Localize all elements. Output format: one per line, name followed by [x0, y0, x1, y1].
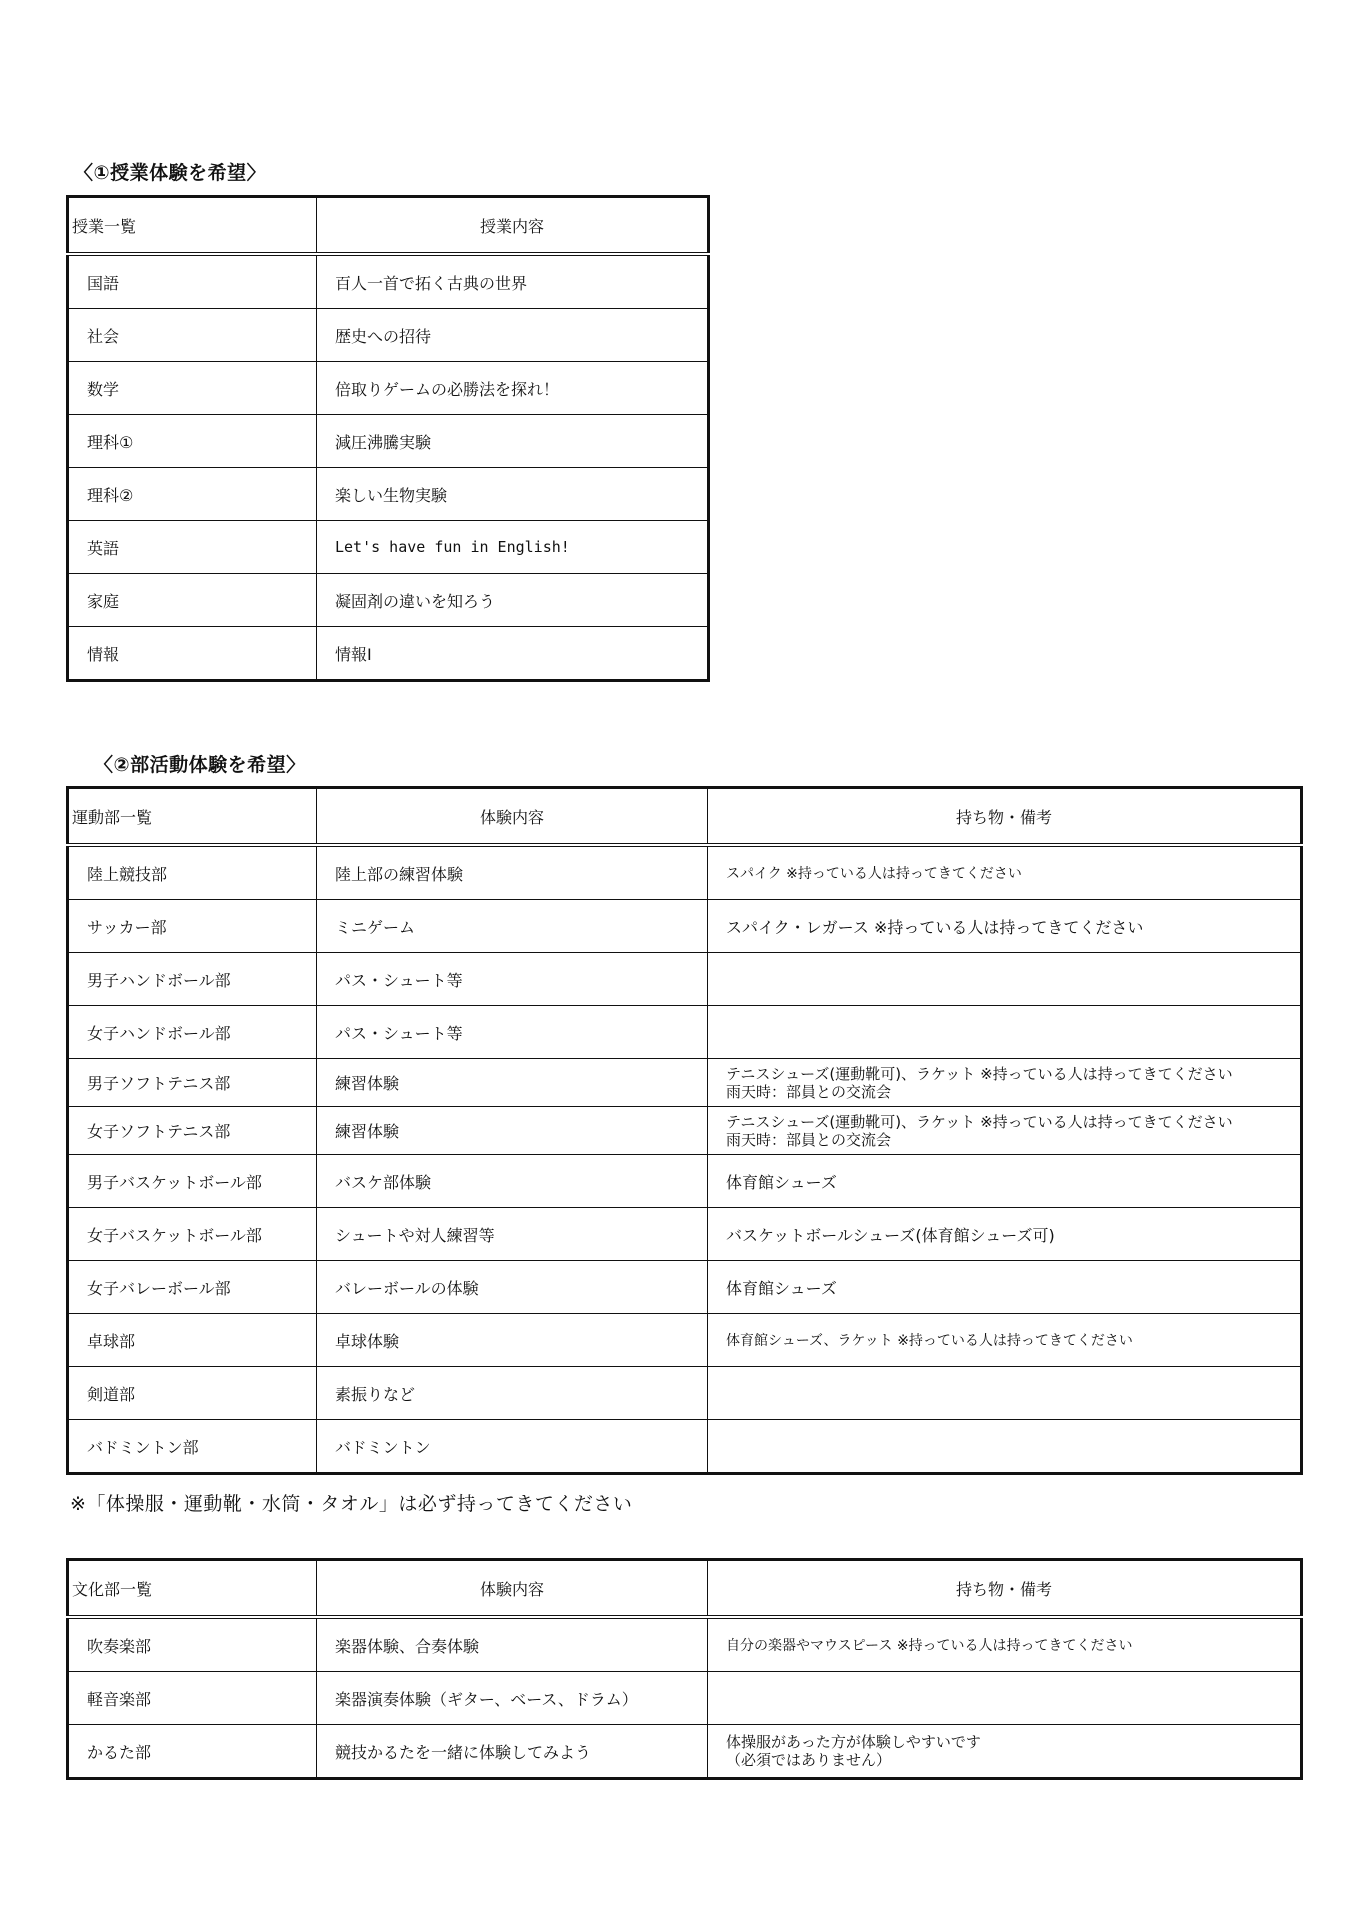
- notes-cell: [708, 1107, 1302, 1155]
- notes-cell: 体育館シューズ: [708, 1261, 1302, 1314]
- table-row: [68, 362, 709, 415]
- table-row: [68, 415, 709, 468]
- subject-cell: 情報: [68, 627, 317, 681]
- notes-cell: スパイク・レガース ※持っている人は持ってきてください: [708, 900, 1302, 953]
- notes-cell: 体育館シューズ: [708, 1155, 1302, 1208]
- club-cell: バドミントン部: [68, 1420, 317, 1474]
- content-cell: Let's have fun in English!: [317, 521, 709, 574]
- culture-club-table: [66, 1558, 1303, 1780]
- activity-cell: バレーボールの体験: [317, 1261, 708, 1314]
- section2-title: 〈②部活動体験を希望〉: [94, 754, 306, 776]
- notes-line: 雨天時：部員との交流会: [726, 1130, 892, 1149]
- table-row: [68, 468, 709, 521]
- notes-cell: [708, 1672, 1302, 1725]
- club-cell: 吹奏楽部: [68, 1617, 317, 1672]
- content-cell: 楽しい生物実験: [317, 468, 709, 521]
- activity-cell: 卓球体験: [317, 1314, 708, 1367]
- activity-cell: 練習体験: [317, 1107, 708, 1155]
- notes-cell: バスケットボールシューズ(体育館シューズ可): [708, 1208, 1302, 1261]
- table-row: [68, 1367, 1302, 1420]
- activity-cell: 素振りなど: [317, 1367, 708, 1420]
- club-cell: 女子ソフトテニス部: [68, 1107, 317, 1155]
- header-cell: 文化部一覧: [68, 1560, 317, 1618]
- notes-cell: [708, 1059, 1302, 1107]
- notes-line: テニスシューズ(運動靴可)、ラケット ※持っている人は持ってきてください: [726, 1064, 1233, 1083]
- subject-cell: 数学: [68, 362, 317, 415]
- activity-cell: 楽器体験、合奏体験: [317, 1617, 708, 1672]
- notes-cell: [708, 953, 1302, 1006]
- club-cell: 女子ハンドボール部: [68, 1006, 317, 1059]
- activity-cell: 練習体験: [317, 1059, 708, 1107]
- section1-title: 〈①授業体験を希望〉: [74, 162, 267, 184]
- table-row: [68, 1420, 1302, 1474]
- notes-cell: [708, 1367, 1302, 1420]
- table-row: [68, 254, 709, 309]
- table-row: [68, 1261, 1302, 1314]
- activity-cell: 楽器演奏体験（ギター、ベース、ドラム）: [317, 1672, 708, 1725]
- subject-cell: 理科①: [68, 415, 317, 468]
- table-row: [68, 1725, 1302, 1779]
- table-row: [68, 574, 709, 627]
- club-cell: 男子バスケットボール部: [68, 1155, 317, 1208]
- notes-cell: [708, 1420, 1302, 1474]
- table-row: [68, 309, 709, 362]
- header-cell: 体験内容: [317, 788, 708, 846]
- subject-cell: 英語: [68, 521, 317, 574]
- table-row: [68, 953, 1302, 1006]
- club-cell: 女子バレーボール部: [68, 1261, 317, 1314]
- header-cell: 持ち物・備考: [708, 1560, 1302, 1618]
- notes-cell: [708, 1725, 1302, 1779]
- table-row: [68, 521, 709, 574]
- table-header-row: [68, 788, 1302, 846]
- subject-cell: 国語: [68, 254, 317, 309]
- activity-cell: 競技かるたを一緒に体験してみよう: [317, 1725, 708, 1779]
- notes-cell: 体育館シューズ、ラケット ※持っている人は持ってきてください: [708, 1314, 1302, 1367]
- table-row: [68, 1672, 1302, 1725]
- club-cell: 男子ソフトテニス部: [68, 1059, 317, 1107]
- club-cell: 軽音楽部: [68, 1672, 317, 1725]
- subject-cell: 理科②: [68, 468, 317, 521]
- content-cell: 倍取りゲームの必勝法を探れ！: [317, 362, 709, 415]
- club-cell: 男子ハンドボール部: [68, 953, 317, 1006]
- table-row: [68, 1107, 1302, 1155]
- content-cell: 情報Ⅰ: [317, 627, 709, 681]
- table-header-row: [68, 1560, 1302, 1618]
- table-row: [68, 627, 709, 681]
- content-cell: 減圧沸騰実験: [317, 415, 709, 468]
- club-cell: かるた部: [68, 1725, 317, 1779]
- notes-line: テニスシューズ(運動靴可)、ラケット ※持っている人は持ってきてください: [726, 1112, 1233, 1131]
- content-cell: 凝固剤の違いを知ろう: [317, 574, 709, 627]
- content-cell: 百人一首で拓く古典の世界: [317, 254, 709, 309]
- class-table: [66, 195, 710, 682]
- table-header-row: [68, 197, 709, 255]
- table-row: [68, 1208, 1302, 1261]
- table-row: [68, 900, 1302, 953]
- content-cell: 歴史への招待: [317, 309, 709, 362]
- required-items-notice: ※「体操服・運動靴・水筒・タオル」は必ず持ってきてください: [70, 1493, 633, 1515]
- sports-club-table: [66, 786, 1303, 1475]
- club-cell: 卓球部: [68, 1314, 317, 1367]
- table-row: [68, 1314, 1302, 1367]
- table-row: [68, 1617, 1302, 1672]
- notes-cell: [708, 1006, 1302, 1059]
- header-cell: 授業内容: [317, 197, 709, 255]
- notes-cell: スパイク ※持っている人は持ってきてください: [708, 845, 1302, 900]
- activity-cell: パス・シュート等: [317, 1006, 708, 1059]
- table-row: [68, 1059, 1302, 1107]
- table-row: [68, 1155, 1302, 1208]
- header-cell: 運動部一覧: [68, 788, 317, 846]
- club-cell: 女子バスケットボール部: [68, 1208, 317, 1261]
- table-row: [68, 1006, 1302, 1059]
- header-cell: 体験内容: [317, 1560, 708, 1618]
- activity-cell: バスケ部体験: [317, 1155, 708, 1208]
- notes-line: （必須ではありません）: [726, 1751, 892, 1769]
- header-cell: 授業一覧: [68, 197, 317, 255]
- table-row: [68, 845, 1302, 900]
- club-cell: 陸上競技部: [68, 845, 317, 900]
- activity-cell: パス・シュート等: [317, 953, 708, 1006]
- club-cell: 剣道部: [68, 1367, 317, 1420]
- notes-line: 体操服があった方が体験しやすいです: [726, 1733, 981, 1751]
- activity-cell: 陸上部の練習体験: [317, 845, 708, 900]
- subject-cell: 家庭: [68, 574, 317, 627]
- activity-cell: シュートや対人練習等: [317, 1208, 708, 1261]
- notes-line: 雨天時：部員との交流会: [726, 1082, 892, 1101]
- club-cell: サッカー部: [68, 900, 317, 953]
- header-cell: 持ち物・備考: [708, 788, 1302, 846]
- subject-cell: 社会: [68, 309, 317, 362]
- activity-cell: ミニゲーム: [317, 900, 708, 953]
- notes-cell: 自分の楽器やマウスピース ※持っている人は持ってきてください: [708, 1617, 1302, 1672]
- activity-cell: バドミントン: [317, 1420, 708, 1474]
